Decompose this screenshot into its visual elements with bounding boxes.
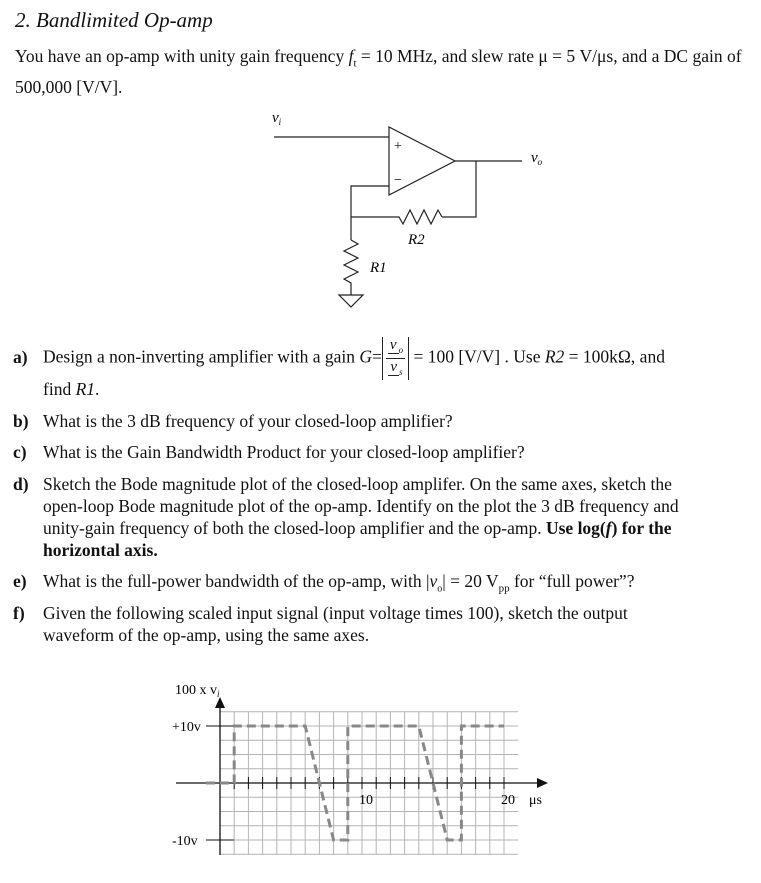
intro-text: You have an op-amp with unity gain frequency [15,46,349,66]
question-text: open-loop Bode magnitude plot of the op-amp. Identify on the plot the 3 dB frequency and [43,496,679,516]
vo-symbol: v [429,571,438,591]
vo-sub: o [437,583,443,595]
x-axis-label: μs [529,793,542,808]
question-label: a) [13,346,28,367]
question-text: waveform of the op-amp, using the same axes. [43,625,370,645]
question-text-bold: ) for the [611,518,672,538]
question-label: f) [13,603,25,623]
question-text: Design a non-inverting amplifier with a gain [43,346,360,367]
question-text: = 100 [V/V] . Use [409,346,545,367]
y-tick-label: +10v [172,720,201,735]
r1-ref: R1 [75,379,96,399]
question-text: What is the full-power bandwidth of the op-amp, with | [43,571,430,591]
ft-subscript: t [353,57,357,70]
numerator-sub: o [398,345,404,355]
question-label: d) [13,474,29,494]
question-text: find [43,379,76,399]
question-text: . [95,379,100,399]
f-symbol: f [605,518,612,538]
question-text: Sketch the Bode magnitude plot of the closed-loop amplifer. On the same axes, sketch the [43,474,672,494]
chart-axes [172,697,548,855]
question-label: e) [13,571,27,591]
x-tick-label: 20 [501,793,515,808]
plus-sign: + [394,139,402,154]
y-axis-label: 100 x $v_i$ [175,683,220,699]
gain-symbol: G [359,346,373,367]
question-text-bold: horizontal axis. [43,540,158,560]
question-label: c) [13,442,27,462]
vi-label: $v_i$ [272,110,282,127]
x-axis-arrow-icon [537,778,548,788]
pp-sub: pp [498,582,510,595]
minus-sign: − [394,173,402,188]
question-text: for “full power”? [509,571,635,591]
question-text: Given the following scaled input signal (input voltage times 100), sketch the output [43,603,628,623]
denominator-sub: s [399,367,403,377]
equals: = [372,346,382,367]
question-text: What is the 3 dB frequency of your closed-loop amplifier? [43,411,453,431]
intro-text-2: = 10 MHz, and slew rate μ = 5 V/μs, and a DC gain of 500,000 [V/V]. [15,46,742,97]
question-text: = 100kΩ, and [564,346,665,367]
r2-ref: R2 [544,346,565,367]
r2-label: R2 [408,232,425,248]
ft-symbol: f [348,46,354,66]
question-text: unity-gain frequency of both the closed-loop amplifier and the op-amp. [43,518,546,538]
x-tick-label: 10 [359,793,373,808]
r1-label: R1 [370,260,387,276]
question-text-bold: Use log( [545,518,606,538]
question-label: b) [13,411,29,431]
numerator: v [389,337,397,353]
y-tick-label: -10v [172,834,198,849]
question-text: What is the Gain Bandwidth Product for your closed-loop amplifier? [43,442,525,462]
problem-title: 2. Bandlimited Op-amp [15,8,213,32]
denominator: v [390,359,398,375]
question-text: | = 20 V [442,571,499,591]
vo-label: $v_o$ [531,150,543,167]
